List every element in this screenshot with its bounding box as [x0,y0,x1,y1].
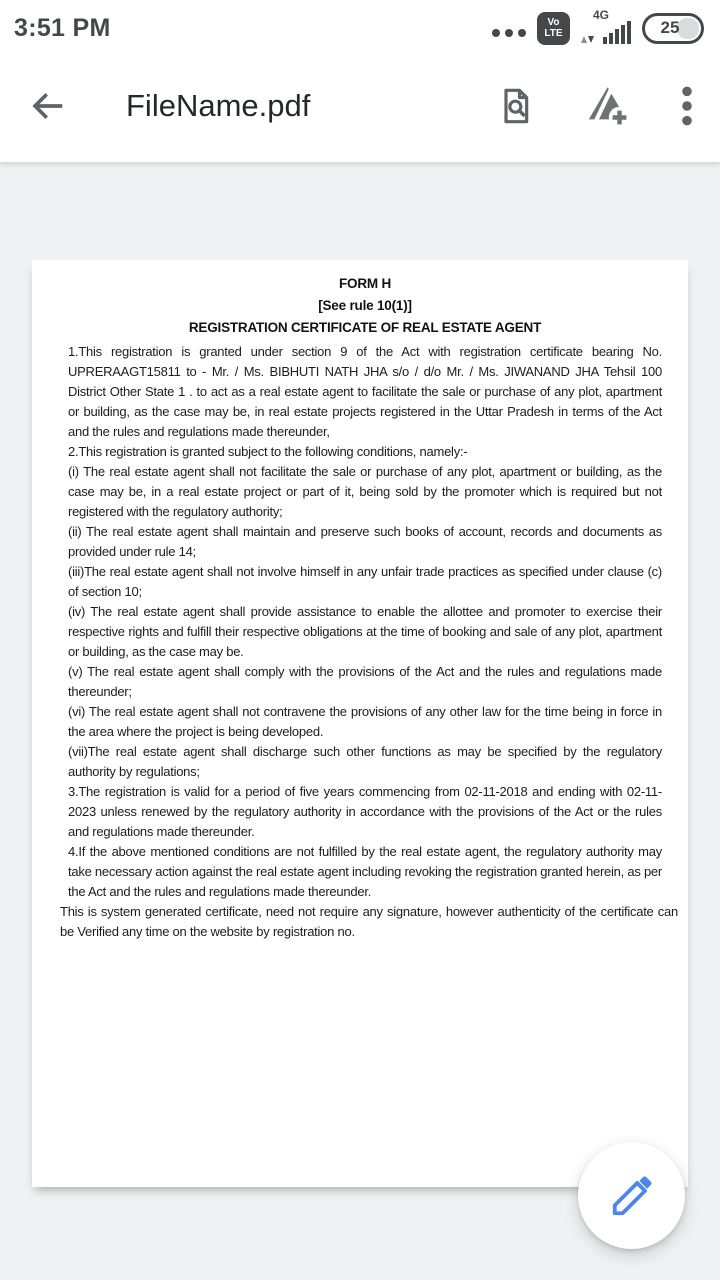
status-bar [0,0,720,52]
document-paragraph: (i) The real estate agent shall not facilitate the sale or purchase of any plot, apartment or building, as the case may be, in a real estate project or part of it, being sold by the promoter which is required but not registered with the regulatory authority; [68,464,662,519]
document-headings [68,273,662,339]
document-paragraph: (iv) The real estate agent shall provide assistance to enable the allottee and promoter to exercise their respective rights and fulfill their respective obligations at the time of booking and sale of any plot, apartment or building, as the case may be. [68,604,662,659]
document-paragraph: (ii) The real estate agent shall maintain and preserve such books of account, records and documents as provided under rule 14; [68,524,662,559]
notification-dots-icon [492,29,526,37]
status-icons [492,9,704,47]
edit-pencil-icon [609,1173,655,1219]
pdf-page-content [32,260,688,942]
document-paragraph: (iii)The real estate agent shall not involve himself in any unfair trade practices as specified under clause (c) of section 10; [68,564,662,599]
volte-label-top: Vo [547,17,560,28]
more-vert-icon [680,84,694,128]
document-paragraph: (v) The real estate agent shall comply with the provisions of the Act and the rules and regulations made thereunder; [68,664,662,699]
document-heading: REGISTRATION CERTIFICATE OF REAL ESTATE AGENT [188,320,542,335]
find-in-page-button[interactable] [496,85,536,127]
file-title: FileName.pdf [126,88,311,123]
document-paragraph: (vii)The real estate agent shall discharge such other functions as may be specified by the regulatory authority by regulations; [68,744,662,779]
document-footer-text: This is system generated certificate, need not require any signature, however authenticity of the certificate can be Verified any time on the website by registration no. [60,904,678,939]
data-activity-arrows-icon [581,36,594,43]
signal-bars-icon [603,21,631,44]
document-paragraph: 4.If the above mentioned conditions are not fulfilled by the real estate agent, the regulatory authority may take necessary action against the real estate agent including revoking the registration granted herein, as per the Act and the rules and regulations made thereunder. [68,844,662,899]
volte-icon [537,12,570,45]
battery-icon [642,13,704,44]
edit-fab-button[interactable] [578,1142,685,1249]
find-in-page-icon [496,85,536,127]
network-type-label: 4G [593,8,610,22]
document-footer [60,902,678,942]
add-to-drive-icon [584,83,632,129]
header [0,0,720,163]
back-arrow-icon [29,87,67,125]
volte-label-bottom: LTE [544,28,563,39]
app-bar-actions [496,83,694,129]
document-heading: [See rule 10(1)] [318,298,412,313]
add-to-drive-button[interactable] [584,83,632,129]
status-time: 3:51 PM [14,13,111,42]
document-paragraph: 3.The registration is valid for a period of five years commencing from 02-11-2018 and ending with 02-11-2023 unless renewed by the regulatory authority in accordance with the provisions of the Act or the rules and regulations made thereunder. [68,784,662,839]
document-paragraph: 1.This registration is granted under section 9 of the Act with registration certificate bearing No. UPRERAAGT15811 to - Mr. / Ms. BIBHUTI NATH JHA s/o / d/o Mr. / Ms. JIWANAND JHA Tehsil 100 District Other State 1 . to act as a real estate agent to facilitate the sale or purchase of any plot, apartment or building, as the case may be, in real estate projects registered in the Uttar Pradesh in terms of the Act and the rules and regulations made thereunder, [68,344,662,439]
cell-signal-icon [581,9,631,47]
app-bar [0,52,720,160]
document-paragraph: 2.This registration is granted subject to the following conditions, namely:- [68,444,468,459]
battery-percent: 25 [660,18,680,37]
overflow-menu-button[interactable] [680,84,694,128]
document-paragraph: (vi) The real estate agent shall not contravene the provisions of any other law for the time being in force in the area where the project is being developed. [68,704,662,739]
back-button[interactable] [28,86,68,126]
document-heading: FORM H [338,276,392,291]
pdf-page[interactable] [32,260,688,1187]
document-paragraphs [68,342,662,902]
